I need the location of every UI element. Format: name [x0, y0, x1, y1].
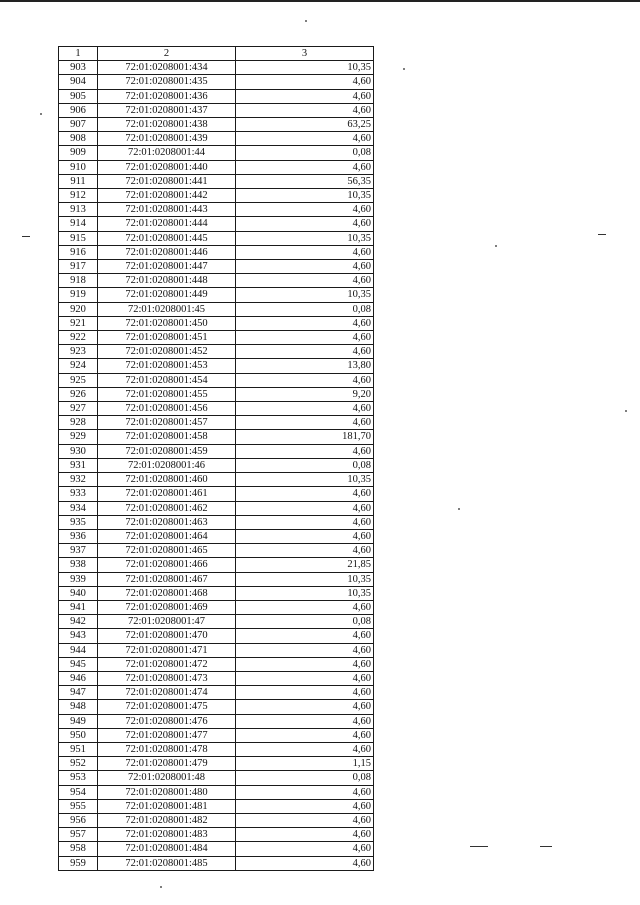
row-number: 909 — [59, 146, 98, 160]
row-value: 4,60 — [236, 813, 374, 827]
table-row — [59, 146, 374, 160]
scan-mark — [540, 846, 552, 847]
cadastral-number: 72:01:0208001:438 — [98, 118, 236, 132]
table-row — [59, 572, 374, 586]
scan-mark — [22, 236, 30, 237]
row-value: 0,08 — [236, 771, 374, 785]
row-value: 4,60 — [236, 416, 374, 430]
row-number: 940 — [59, 586, 98, 600]
row-value: 4,60 — [236, 671, 374, 685]
table-row — [59, 189, 374, 203]
row-value: 10,35 — [236, 572, 374, 586]
table-row — [59, 785, 374, 799]
table-row — [59, 118, 374, 132]
row-value: 10,35 — [236, 473, 374, 487]
table-row — [59, 103, 374, 117]
row-value: 4,60 — [236, 785, 374, 799]
table-row — [59, 458, 374, 472]
cadastral-number: 72:01:0208001:465 — [98, 544, 236, 558]
row-number: 907 — [59, 118, 98, 132]
scan-speck — [458, 508, 460, 510]
cadastral-table — [58, 46, 374, 871]
cadastral-number: 72:01:0208001:468 — [98, 586, 236, 600]
row-number: 905 — [59, 89, 98, 103]
row-value: 4,60 — [236, 728, 374, 742]
table-row — [59, 671, 374, 685]
cadastral-number: 72:01:0208001:444 — [98, 217, 236, 231]
cadastral-number: 72:01:0208001:453 — [98, 359, 236, 373]
table-row — [59, 657, 374, 671]
row-value: 0,08 — [236, 615, 374, 629]
cadastral-number: 72:01:0208001:456 — [98, 402, 236, 416]
row-number: 949 — [59, 714, 98, 728]
table-row — [59, 487, 374, 501]
table-row — [59, 373, 374, 387]
table-row — [59, 160, 374, 174]
cadastral-number: 72:01:0208001:437 — [98, 103, 236, 117]
cadastral-number: 72:01:0208001:448 — [98, 274, 236, 288]
column-header-2: 2 — [98, 47, 236, 61]
row-number: 920 — [59, 302, 98, 316]
table-row — [59, 89, 374, 103]
row-value: 4,60 — [236, 487, 374, 501]
row-number: 915 — [59, 231, 98, 245]
row-value: 63,25 — [236, 118, 374, 132]
row-value: 4,60 — [236, 544, 374, 558]
row-number: 957 — [59, 828, 98, 842]
row-number: 916 — [59, 245, 98, 259]
cadastral-number: 72:01:0208001:464 — [98, 529, 236, 543]
row-number: 912 — [59, 189, 98, 203]
row-value: 4,60 — [236, 529, 374, 543]
row-value: 4,60 — [236, 345, 374, 359]
row-value: 0,08 — [236, 146, 374, 160]
row-value: 4,60 — [236, 89, 374, 103]
cadastral-number: 72:01:0208001:485 — [98, 856, 236, 870]
cadastral-number: 72:01:0208001:439 — [98, 132, 236, 146]
table-row — [59, 558, 374, 572]
cadastral-number: 72:01:0208001:443 — [98, 203, 236, 217]
cadastral-number: 72:01:0208001:474 — [98, 686, 236, 700]
row-number: 953 — [59, 771, 98, 785]
row-value: 4,60 — [236, 160, 374, 174]
row-value: 4,60 — [236, 373, 374, 387]
row-number: 944 — [59, 643, 98, 657]
cadastral-number: 72:01:0208001:48 — [98, 771, 236, 785]
row-number: 919 — [59, 288, 98, 302]
row-number: 933 — [59, 487, 98, 501]
row-number: 952 — [59, 757, 98, 771]
row-number: 959 — [59, 856, 98, 870]
row-number: 939 — [59, 572, 98, 586]
table-row — [59, 444, 374, 458]
cadastral-number: 72:01:0208001:480 — [98, 785, 236, 799]
row-value: 4,60 — [236, 203, 374, 217]
cadastral-number: 72:01:0208001:435 — [98, 75, 236, 89]
row-number: 930 — [59, 444, 98, 458]
row-value: 4,60 — [236, 444, 374, 458]
row-value: 0,08 — [236, 302, 374, 316]
row-number: 903 — [59, 61, 98, 75]
cadastral-number: 72:01:0208001:462 — [98, 501, 236, 515]
cadastral-number: 72:01:0208001:458 — [98, 430, 236, 444]
row-value: 10,35 — [236, 586, 374, 600]
cadastral-number: 72:01:0208001:482 — [98, 813, 236, 827]
cadastral-number: 72:01:0208001:447 — [98, 260, 236, 274]
cadastral-number: 72:01:0208001:451 — [98, 331, 236, 345]
table-row — [59, 75, 374, 89]
row-value: 4,60 — [236, 856, 374, 870]
row-value: 4,60 — [236, 700, 374, 714]
row-value: 4,60 — [236, 132, 374, 146]
row-value: 4,60 — [236, 842, 374, 856]
cadastral-number: 72:01:0208001:440 — [98, 160, 236, 174]
table-row — [59, 686, 374, 700]
table-row — [59, 515, 374, 529]
scan-speck — [160, 886, 162, 888]
row-number: 941 — [59, 600, 98, 614]
scan-speck — [403, 68, 405, 70]
table-row — [59, 174, 374, 188]
table-row — [59, 544, 374, 558]
row-number: 921 — [59, 316, 98, 330]
cadastral-number: 72:01:0208001:455 — [98, 387, 236, 401]
row-value: 4,60 — [236, 742, 374, 756]
cadastral-number: 72:01:0208001:469 — [98, 600, 236, 614]
row-number: 934 — [59, 501, 98, 515]
table-row — [59, 615, 374, 629]
row-number: 935 — [59, 515, 98, 529]
scan-speck — [625, 410, 627, 412]
table-row — [59, 288, 374, 302]
row-number: 950 — [59, 728, 98, 742]
table-row — [59, 402, 374, 416]
table-row — [59, 501, 374, 515]
row-value: 4,60 — [236, 245, 374, 259]
row-number: 937 — [59, 544, 98, 558]
table-row — [59, 416, 374, 430]
scan-mark — [470, 846, 488, 847]
row-value: 4,60 — [236, 714, 374, 728]
scan-speck — [305, 20, 307, 22]
row-value: 4,60 — [236, 75, 374, 89]
table-row — [59, 245, 374, 259]
row-value: 4,60 — [236, 402, 374, 416]
cadastral-number: 72:01:0208001:483 — [98, 828, 236, 842]
row-value: 4,60 — [236, 657, 374, 671]
cadastral-number: 72:01:0208001:450 — [98, 316, 236, 330]
scan-speck — [495, 245, 497, 247]
cadastral-number: 72:01:0208001:463 — [98, 515, 236, 529]
cadastral-number: 72:01:0208001:46 — [98, 458, 236, 472]
table-row — [59, 799, 374, 813]
cadastral-number: 72:01:0208001:477 — [98, 728, 236, 742]
column-header-1: 1 — [59, 47, 98, 61]
table-row — [59, 473, 374, 487]
cadastral-number: 72:01:0208001:441 — [98, 174, 236, 188]
row-number: 938 — [59, 558, 98, 572]
row-number: 948 — [59, 700, 98, 714]
table-row — [59, 260, 374, 274]
row-value: 4,60 — [236, 515, 374, 529]
row-number: 932 — [59, 473, 98, 487]
row-number: 928 — [59, 416, 98, 430]
row-number: 913 — [59, 203, 98, 217]
row-value: 10,35 — [236, 288, 374, 302]
row-value: 4,60 — [236, 274, 374, 288]
cadastral-number: 72:01:0208001:459 — [98, 444, 236, 458]
scan-mark — [598, 234, 606, 235]
row-number: 929 — [59, 430, 98, 444]
row-number: 906 — [59, 103, 98, 117]
table-row — [59, 316, 374, 330]
cadastral-number: 72:01:0208001:479 — [98, 757, 236, 771]
table-body — [59, 61, 374, 871]
table-row — [59, 217, 374, 231]
scan-speck — [40, 113, 42, 115]
row-number: 908 — [59, 132, 98, 146]
row-number: 910 — [59, 160, 98, 174]
table-row — [59, 700, 374, 714]
table-row — [59, 757, 374, 771]
row-value: 4,60 — [236, 799, 374, 813]
table-row — [59, 274, 374, 288]
table-row — [59, 359, 374, 373]
row-value: 4,60 — [236, 629, 374, 643]
table-row — [59, 586, 374, 600]
page-top-border — [0, 0, 640, 2]
table-row — [59, 828, 374, 842]
row-number: 904 — [59, 75, 98, 89]
cadastral-number: 72:01:0208001:481 — [98, 799, 236, 813]
cadastral-number: 72:01:0208001:467 — [98, 572, 236, 586]
row-value: 4,60 — [236, 501, 374, 515]
cadastral-number: 72:01:0208001:446 — [98, 245, 236, 259]
row-number: 958 — [59, 842, 98, 856]
table-row — [59, 842, 374, 856]
row-number: 956 — [59, 813, 98, 827]
cadastral-number: 72:01:0208001:44 — [98, 146, 236, 160]
cadastral-number: 72:01:0208001:452 — [98, 345, 236, 359]
row-number: 918 — [59, 274, 98, 288]
table-row — [59, 714, 374, 728]
cadastral-number: 72:01:0208001:457 — [98, 416, 236, 430]
table-row — [59, 742, 374, 756]
row-number: 914 — [59, 217, 98, 231]
table-row — [59, 529, 374, 543]
table-row — [59, 643, 374, 657]
row-value: 4,60 — [236, 217, 374, 231]
row-number: 925 — [59, 373, 98, 387]
cadastral-number: 72:01:0208001:445 — [98, 231, 236, 245]
row-value: 4,60 — [236, 686, 374, 700]
cadastral-number: 72:01:0208001:466 — [98, 558, 236, 572]
table-row — [59, 430, 374, 444]
row-number: 955 — [59, 799, 98, 813]
table-row — [59, 856, 374, 870]
row-value: 4,60 — [236, 600, 374, 614]
cadastral-number: 72:01:0208001:460 — [98, 473, 236, 487]
table-row — [59, 728, 374, 742]
cadastral-number: 72:01:0208001:484 — [98, 842, 236, 856]
row-number: 946 — [59, 671, 98, 685]
cadastral-number: 72:01:0208001:436 — [98, 89, 236, 103]
table-row — [59, 813, 374, 827]
table-header-row — [59, 47, 374, 61]
cadastral-number: 72:01:0208001:471 — [98, 643, 236, 657]
row-value: 181,70 — [236, 430, 374, 444]
row-value: 10,35 — [236, 61, 374, 75]
row-number: 936 — [59, 529, 98, 543]
row-value: 4,60 — [236, 331, 374, 345]
row-value: 13,80 — [236, 359, 374, 373]
table-row — [59, 203, 374, 217]
table-row — [59, 771, 374, 785]
cadastral-number: 72:01:0208001:454 — [98, 373, 236, 387]
cadastral-number: 72:01:0208001:434 — [98, 61, 236, 75]
cadastral-number: 72:01:0208001:470 — [98, 629, 236, 643]
row-number: 927 — [59, 402, 98, 416]
table-row — [59, 231, 374, 245]
row-value: 21,85 — [236, 558, 374, 572]
row-number: 943 — [59, 629, 98, 643]
cadastral-number: 72:01:0208001:478 — [98, 742, 236, 756]
row-number: 911 — [59, 174, 98, 188]
cadastral-number: 72:01:0208001:442 — [98, 189, 236, 203]
table-row — [59, 132, 374, 146]
row-number: 942 — [59, 615, 98, 629]
cadastral-number: 72:01:0208001:47 — [98, 615, 236, 629]
column-header-3: 3 — [236, 47, 374, 61]
cadastral-number: 72:01:0208001:472 — [98, 657, 236, 671]
row-number: 924 — [59, 359, 98, 373]
row-value: 4,60 — [236, 103, 374, 117]
table-row — [59, 387, 374, 401]
row-number: 947 — [59, 686, 98, 700]
row-value: 4,60 — [236, 316, 374, 330]
cadastral-number: 72:01:0208001:473 — [98, 671, 236, 685]
row-value: 10,35 — [236, 189, 374, 203]
cadastral-number: 72:01:0208001:476 — [98, 714, 236, 728]
cadastral-number: 72:01:0208001:461 — [98, 487, 236, 501]
row-value: 0,08 — [236, 458, 374, 472]
row-value: 4,60 — [236, 643, 374, 657]
table-row — [59, 331, 374, 345]
cadastral-number: 72:01:0208001:45 — [98, 302, 236, 316]
row-value: 56,35 — [236, 174, 374, 188]
table-row — [59, 629, 374, 643]
cadastral-number: 72:01:0208001:449 — [98, 288, 236, 302]
row-number: 917 — [59, 260, 98, 274]
row-number: 931 — [59, 458, 98, 472]
table-row — [59, 302, 374, 316]
row-number: 923 — [59, 345, 98, 359]
row-value: 4,60 — [236, 828, 374, 842]
row-number: 951 — [59, 742, 98, 756]
row-value: 9,20 — [236, 387, 374, 401]
table-row — [59, 61, 374, 75]
row-number: 922 — [59, 331, 98, 345]
table-row — [59, 345, 374, 359]
table-row — [59, 600, 374, 614]
row-number: 954 — [59, 785, 98, 799]
row-value: 10,35 — [236, 231, 374, 245]
row-value: 4,60 — [236, 260, 374, 274]
cadastral-number: 72:01:0208001:475 — [98, 700, 236, 714]
row-value: 1,15 — [236, 757, 374, 771]
row-number: 945 — [59, 657, 98, 671]
row-number: 926 — [59, 387, 98, 401]
